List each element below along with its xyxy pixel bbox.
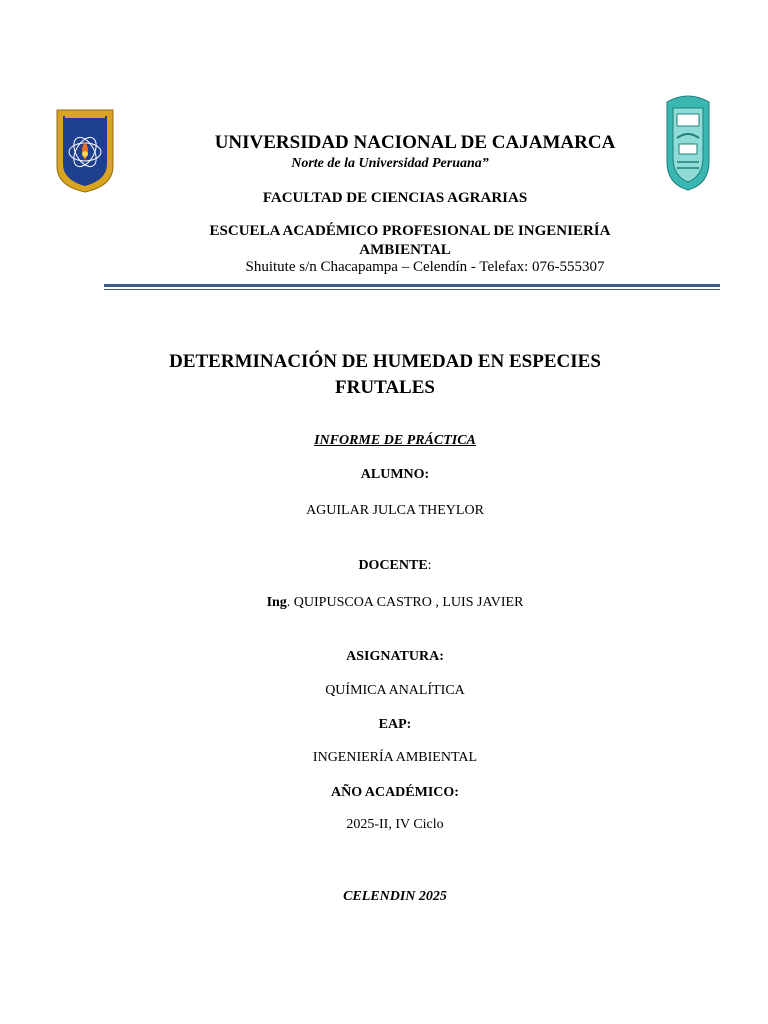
report-title-line2: FRUTALES	[335, 377, 435, 398]
teacher-name: . QUIPUSCOA CASTRO , LUIS JAVIER	[286, 595, 524, 610]
place-date: CELENDIN 2025	[343, 889, 447, 904]
academic-year-label: AÑO ACADÉMICO:	[331, 785, 459, 800]
header-divider-thick	[104, 284, 720, 287]
teacher-label: DOCENTE	[358, 558, 428, 573]
header-divider-thin	[104, 289, 720, 290]
student-label: ALUMNO:	[360, 467, 430, 482]
university-motto: Norte de la Universidad Peruana”	[291, 156, 489, 171]
teacher-label-colon: :	[427, 558, 432, 573]
faculty-crest-icon	[663, 92, 713, 192]
report-type: INFORME DE PRÁCTICA	[314, 433, 476, 448]
university-seal-icon	[55, 108, 115, 194]
teacher-prefix: Ing	[266, 595, 287, 610]
subject-label: ASIGNATURA:	[346, 649, 444, 664]
address-line: Shuitute s/n Chacapampa – Celendín - Telefax: 076-555307	[245, 259, 605, 275]
student-name: AGUILAR JULCA THEYLOR	[306, 503, 484, 518]
eap-label: EAP:	[378, 717, 412, 732]
university-name: UNIVERSIDAD NACIONAL DE CAJAMARCA	[214, 132, 616, 153]
academic-year-value: 2025-II, IV Ciclo	[346, 817, 444, 832]
subject-name: QUÍMICA ANALÍTICA	[325, 683, 465, 698]
school-name-line1: ESCUELA ACADÉMICO PROFESIONAL DE INGENIERÍA	[209, 223, 611, 239]
faculty-name: FACULTAD DE CIENCIAS AGRARIAS	[262, 190, 528, 206]
report-title-line1: DETERMINACIÓN DE HUMEDAD EN ESPECIES	[169, 351, 601, 372]
eap-name: INGENIERÍA AMBIENTAL	[312, 750, 478, 765]
school-name-line2: AMBIENTAL	[359, 242, 451, 258]
teacher-name-row	[150, 595, 640, 611]
teacher-label-row	[150, 558, 640, 574]
